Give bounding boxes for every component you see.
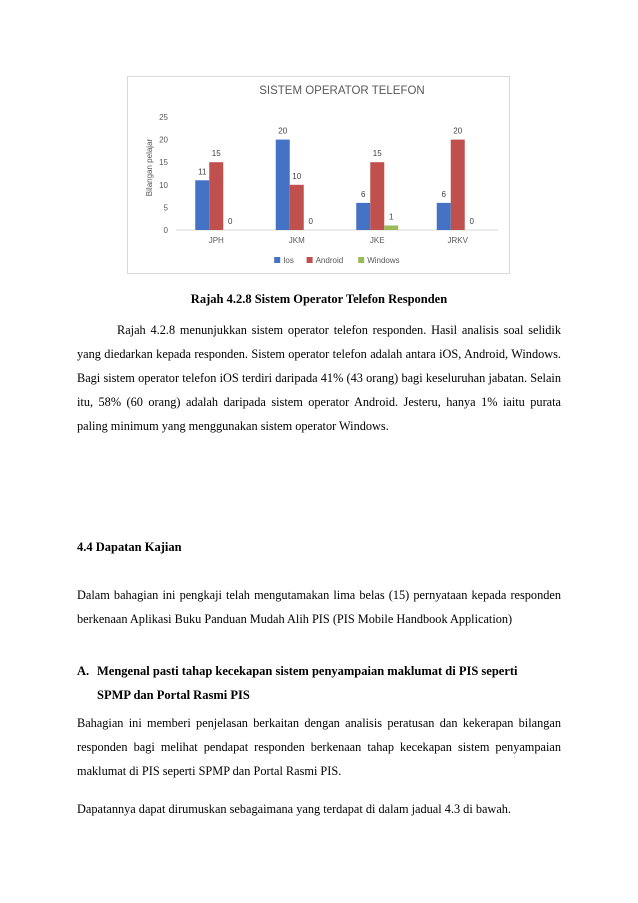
y-tick-label: 25	[159, 113, 168, 122]
data-label: 15	[211, 149, 221, 159]
section-heading: 4.4 Dapatan Kajian	[77, 540, 182, 554]
x-tick-label: JPH	[208, 236, 224, 245]
y-tick-label: 5	[163, 203, 168, 213]
data-label: 0	[469, 217, 474, 226]
paragraph-chart-description: Rajah 4.2.8 menunjukkan sistem operator telefon responden. Hasil analisis soal selidik yang diedarkan kepada responden. Sistem operator telefon adalah antara iOS, Android, Windows. Bagi sistem operator telefon iOS terdiri daripada 41% (43 orang) bagi keseluruhan jabatan. Selain itu, 58% (60 orang) adalah daripada sistem operator Android. Jesteru, hanya 1% iaitu purata paling minimum yang menggunakan sistem operator Windows.	[77, 323, 561, 433]
bar-ios	[195, 180, 209, 230]
chart-title: SISTEM OPERATOR TELEFON	[259, 85, 425, 97]
subsection-letter: A.	[77, 664, 90, 678]
data-label: 11	[198, 167, 207, 177]
data-label: 0	[228, 217, 233, 226]
bar-ios	[276, 140, 290, 230]
figure-caption: Rajah 4.2.8 Sistem Operator Telefon Responden	[190, 292, 448, 306]
legend-label: Android	[315, 256, 344, 265]
bar-chart	[127, 76, 510, 274]
y-tick-label: 15	[159, 158, 168, 168]
bar-android	[290, 185, 304, 230]
y-axis-label: Bilangan pelajar	[145, 138, 154, 197]
data-label: 15	[372, 149, 382, 159]
data-label: 20	[453, 126, 463, 136]
x-tick-label: JKE	[369, 236, 385, 245]
bar-android	[451, 140, 465, 230]
x-tick-label: JKM	[288, 236, 305, 245]
bar-ios	[356, 203, 370, 230]
paragraph-section-intro: Dalam bahagian ini pengkaji telah mengutamakan lima belas (15) pernyataan kepada responden berkenaan Aplikasi Buku Panduan Mudah Alih PIS (PIS Mobile Handbook Application)	[77, 588, 561, 626]
data-label: 6	[361, 189, 366, 199]
bar-android	[209, 162, 223, 230]
legend-swatch	[274, 257, 280, 263]
data-label: 20	[278, 126, 288, 136]
legend-swatch	[307, 257, 313, 263]
y-tick-label: 10	[159, 180, 168, 190]
data-label: 6	[441, 189, 446, 199]
data-label: 1	[389, 212, 394, 222]
bar-android	[370, 162, 384, 230]
data-label: 10	[292, 171, 302, 181]
subsection-heading-line2: SPMP dan Portal Rasmi PIS	[97, 688, 250, 702]
paragraph-summary: Dapatannya dapat dirumuskan sebagaimana yang terdapat di dalam jadual 4.3 di bawah.	[77, 802, 511, 816]
y-tick-label: 0	[163, 226, 168, 235]
chart-svg	[128, 77, 509, 273]
data-label: 0	[308, 217, 313, 226]
y-tick-label: 20	[159, 135, 168, 145]
subsection-heading-line1: Mengenal pasti tahap kecekapan sistem penyampaian maklumat di PIS seperti	[97, 664, 518, 678]
paragraph-explanation: Bahagian ini memberi penjelasan berkaitan dengan analisis peratusan dan kekerapan bilangan responden bagi melihat pendapat responden berkenaan tahap kecekapan sistem penyampaian maklumat di PIS seperti SPMP dan Portal Rasmi PIS.	[77, 716, 561, 778]
legend-swatch	[358, 257, 364, 263]
bar-ios	[437, 203, 451, 230]
bar-windows	[384, 225, 398, 230]
subsection-heading	[77, 659, 561, 707]
legend-label: Windows	[367, 256, 400, 265]
x-tick-label: JRKV	[447, 236, 468, 245]
legend-label: Ios	[283, 256, 294, 265]
